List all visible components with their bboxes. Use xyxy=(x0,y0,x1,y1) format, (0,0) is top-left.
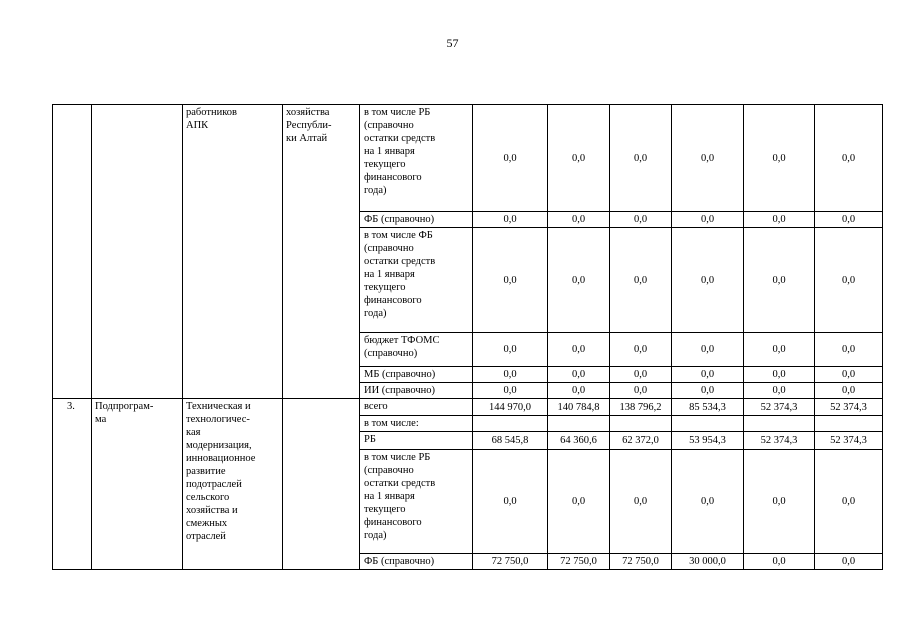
cell-value: 52 374,3 xyxy=(815,399,883,416)
cell-value: 0,0 xyxy=(672,450,744,554)
cell-value: 72 750,0 xyxy=(548,554,610,570)
cell-value xyxy=(672,416,744,432)
cell-value: 72 750,0 xyxy=(610,554,672,570)
cell-value: 0,0 xyxy=(744,333,815,367)
cell-value: 0,0 xyxy=(744,383,815,399)
cell-source: в том числе РБ (справочно остатки средств на 1 января текущего финансового года) xyxy=(360,105,473,212)
cell-value: 144 970,0 xyxy=(473,399,548,416)
cell-index: 3. xyxy=(53,399,92,570)
cell-source: в том числе: xyxy=(360,416,473,432)
page-number: 57 xyxy=(446,36,459,50)
cell-value: 0,0 xyxy=(548,333,610,367)
cell-value: 0,0 xyxy=(815,383,883,399)
cell-value: 0,0 xyxy=(815,105,883,212)
cell-source: МБ (справочно) xyxy=(360,367,473,383)
cell-value: 0,0 xyxy=(473,367,548,383)
cell-value: 0,0 xyxy=(815,554,883,570)
cell-program-name: Техническая и технологичес- кая модернизация, инновационное развитие подотраслей сельского хозяйства и смежных отраслей xyxy=(183,399,283,570)
cell-value: 0,0 xyxy=(815,228,883,333)
cell-value: 0,0 xyxy=(815,212,883,228)
cell-value: 0,0 xyxy=(744,450,815,554)
cell-value: 52 374,3 xyxy=(744,432,815,450)
cell-value xyxy=(548,416,610,432)
cell-value: 0,0 xyxy=(548,450,610,554)
cell-value: 0,0 xyxy=(473,228,548,333)
cell-value xyxy=(815,416,883,432)
cell-executor: хозяйства Республи- ки Алтай xyxy=(283,105,360,399)
cell-value: 0,0 xyxy=(473,212,548,228)
cell-value: 30 000,0 xyxy=(672,554,744,570)
cell-value: 52 374,3 xyxy=(744,399,815,416)
cell-value xyxy=(473,416,548,432)
cell-value: 68 545,8 xyxy=(473,432,548,450)
table-row xyxy=(53,399,883,416)
cell-value: 0,0 xyxy=(744,554,815,570)
cell-value: 0,0 xyxy=(548,212,610,228)
cell-value: 62 372,0 xyxy=(610,432,672,450)
cell-value: 0,0 xyxy=(548,228,610,333)
cell-value: 0,0 xyxy=(815,333,883,367)
cell-value: 0,0 xyxy=(744,228,815,333)
cell-source: бюджет ТФОМС (справочно) xyxy=(360,333,473,367)
cell-type: Подпрограм- ма xyxy=(92,399,183,570)
cell-value: 0,0 xyxy=(610,450,672,554)
cell-type-empty xyxy=(92,105,183,399)
cell-value xyxy=(744,416,815,432)
cell-value: 0,0 xyxy=(672,367,744,383)
cell-index-empty xyxy=(53,105,92,399)
cell-program-name: работников АПК xyxy=(183,105,283,399)
cell-value: 0,0 xyxy=(744,105,815,212)
cell-value: 0,0 xyxy=(473,383,548,399)
cell-executor-empty xyxy=(283,399,360,570)
cell-value: 0,0 xyxy=(672,333,744,367)
cell-value: 0,0 xyxy=(610,383,672,399)
cell-value: 0,0 xyxy=(610,212,672,228)
cell-source: ФБ (справочно) xyxy=(360,554,473,570)
cell-value: 0,0 xyxy=(610,228,672,333)
budget-table xyxy=(52,104,883,570)
cell-value: 0,0 xyxy=(672,228,744,333)
cell-source: ФБ (справочно) xyxy=(360,212,473,228)
cell-value: 64 360,6 xyxy=(548,432,610,450)
cell-value: 0,0 xyxy=(744,212,815,228)
cell-value: 138 796,2 xyxy=(610,399,672,416)
cell-value: 0,0 xyxy=(672,212,744,228)
cell-value: 52 374,3 xyxy=(815,432,883,450)
cell-value: 0,0 xyxy=(473,105,548,212)
cell-value: 0,0 xyxy=(548,383,610,399)
cell-value: 0,0 xyxy=(815,367,883,383)
cell-source: РБ xyxy=(360,432,473,450)
cell-value: 0,0 xyxy=(672,383,744,399)
cell-value: 0,0 xyxy=(815,450,883,554)
cell-source: в том числе РБ (справочно остатки средств на 1 января текущего финансового года) xyxy=(360,450,473,554)
cell-value: 0,0 xyxy=(548,367,610,383)
cell-value: 0,0 xyxy=(610,367,672,383)
table-row xyxy=(53,105,883,212)
cell-value xyxy=(610,416,672,432)
cell-value: 0,0 xyxy=(548,105,610,212)
cell-value: 0,0 xyxy=(672,105,744,212)
cell-value: 0,0 xyxy=(473,333,548,367)
cell-value: 0,0 xyxy=(610,105,672,212)
cell-source: в том числе ФБ (справочно остатки средств на 1 января текущего финансового года) xyxy=(360,228,473,333)
cell-source: ИИ (справочно) xyxy=(360,383,473,399)
cell-value: 85 534,3 xyxy=(672,399,744,416)
cell-value: 0,0 xyxy=(610,333,672,367)
cell-value: 0,0 xyxy=(473,450,548,554)
cell-value: 72 750,0 xyxy=(473,554,548,570)
cell-source: всего xyxy=(360,399,473,416)
cell-value: 53 954,3 xyxy=(672,432,744,450)
cell-value: 0,0 xyxy=(744,367,815,383)
cell-value: 140 784,8 xyxy=(548,399,610,416)
